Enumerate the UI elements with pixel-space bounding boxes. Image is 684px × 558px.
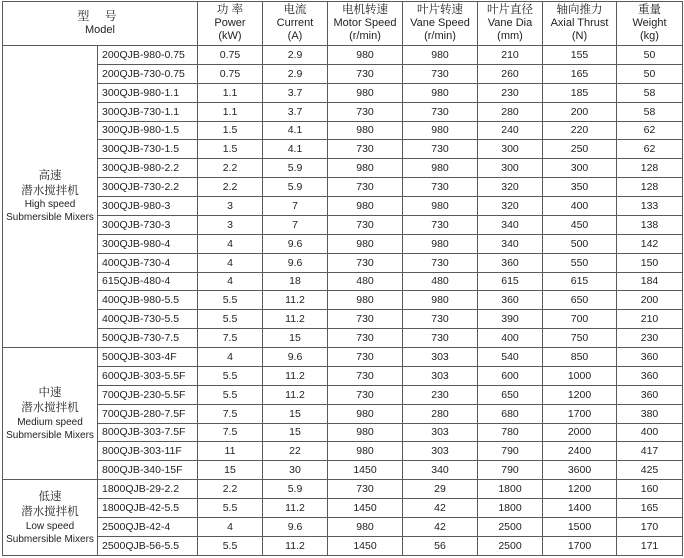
cell-axial-thrust: 185 bbox=[543, 83, 617, 102]
header-power bbox=[198, 2, 263, 46]
cell-axial-thrust: 1500 bbox=[543, 517, 617, 536]
cell-vane-speed: 730 bbox=[403, 310, 478, 329]
header-vane-speed-unit: (r/min) bbox=[424, 30, 456, 43]
header-motor-speed-zh: 电机转速 bbox=[342, 4, 388, 17]
header-power-unit: (kW) bbox=[218, 30, 242, 43]
cell-power: 4 bbox=[198, 348, 263, 367]
cell-model: 1800QJB-29-2.2 bbox=[98, 480, 198, 499]
cell-motor-speed: 980 bbox=[328, 83, 403, 102]
cell-vane-speed: 980 bbox=[403, 197, 478, 216]
cell-model: 300QJB-730-3 bbox=[98, 215, 198, 234]
cell-power: 5.5 bbox=[198, 366, 263, 385]
cell-vane-dia: 230 bbox=[478, 83, 543, 102]
cell-weight: 142 bbox=[617, 234, 683, 253]
cell-motor-speed: 730 bbox=[328, 215, 403, 234]
cell-axial-thrust: 200 bbox=[543, 102, 617, 121]
cell-current: 11.2 bbox=[263, 366, 328, 385]
cell-vane-dia: 340 bbox=[478, 215, 543, 234]
cell-vane-speed: 980 bbox=[403, 46, 478, 65]
cell-vane-speed: 730 bbox=[403, 140, 478, 159]
cell-current: 15 bbox=[263, 404, 328, 423]
cell-power: 4 bbox=[198, 253, 263, 272]
cell-axial-thrust: 700 bbox=[543, 310, 617, 329]
cell-axial-thrust: 1000 bbox=[543, 366, 617, 385]
cell-vane-speed: 730 bbox=[403, 329, 478, 348]
cell-weight: 230 bbox=[617, 329, 683, 348]
group-label-zh-1: 低速 bbox=[38, 490, 62, 503]
cell-vane-speed: 730 bbox=[403, 178, 478, 197]
cell-vane-speed: 42 bbox=[403, 499, 478, 518]
cell-power: 1.1 bbox=[198, 102, 263, 121]
table-row bbox=[3, 83, 683, 102]
cell-power: 7.5 bbox=[198, 423, 263, 442]
cell-power: 4 bbox=[198, 272, 263, 291]
table-row bbox=[3, 121, 683, 140]
cell-motor-speed: 730 bbox=[328, 310, 403, 329]
table-header bbox=[3, 2, 683, 46]
cell-vane-speed: 56 bbox=[403, 536, 478, 555]
cell-motor-speed: 1450 bbox=[328, 499, 403, 518]
cell-power: 5.5 bbox=[198, 536, 263, 555]
cell-vane-dia: 360 bbox=[478, 291, 543, 310]
cell-current: 5.9 bbox=[263, 159, 328, 178]
cell-motor-speed: 980 bbox=[328, 291, 403, 310]
cell-model: 400QJB-730-5.5 bbox=[98, 310, 198, 329]
cell-weight: 62 bbox=[617, 140, 683, 159]
cell-vane-speed: 980 bbox=[403, 121, 478, 140]
cell-motor-speed: 480 bbox=[328, 272, 403, 291]
cell-vane-speed: 42 bbox=[403, 517, 478, 536]
cell-weight: 380 bbox=[617, 404, 683, 423]
table-row bbox=[3, 461, 683, 480]
header-weight-unit: (kg) bbox=[640, 30, 659, 43]
cell-axial-thrust: 350 bbox=[543, 178, 617, 197]
cell-motor-speed: 730 bbox=[328, 366, 403, 385]
cell-current: 3.7 bbox=[263, 102, 328, 121]
cell-motor-speed: 980 bbox=[328, 234, 403, 253]
cell-power: 5.5 bbox=[198, 310, 263, 329]
cell-current: 22 bbox=[263, 442, 328, 461]
table-row bbox=[3, 404, 683, 423]
header-model bbox=[3, 2, 198, 46]
cell-motor-speed: 980 bbox=[328, 442, 403, 461]
group-label-zh-2: 潜水搅拌机 bbox=[21, 505, 79, 518]
table-row bbox=[3, 159, 683, 178]
cell-current: 11.2 bbox=[263, 536, 328, 555]
cell-axial-thrust: 220 bbox=[543, 121, 617, 140]
cell-axial-thrust: 1200 bbox=[543, 480, 617, 499]
cell-vane-speed: 980 bbox=[403, 159, 478, 178]
cell-model: 200QJB-980-0.75 bbox=[98, 46, 198, 65]
cell-weight: 184 bbox=[617, 272, 683, 291]
cell-weight: 200 bbox=[617, 291, 683, 310]
cell-vane-dia: 360 bbox=[478, 253, 543, 272]
cell-vane-dia: 790 bbox=[478, 442, 543, 461]
cell-current: 11.2 bbox=[263, 310, 328, 329]
table-row bbox=[3, 234, 683, 253]
cell-current: 11.2 bbox=[263, 291, 328, 310]
cell-motor-speed: 730 bbox=[328, 140, 403, 159]
cell-axial-thrust: 550 bbox=[543, 253, 617, 272]
cell-vane-speed: 980 bbox=[403, 291, 478, 310]
cell-current: 2.9 bbox=[263, 46, 328, 65]
cell-vane-speed: 730 bbox=[403, 253, 478, 272]
header-vane-speed bbox=[403, 2, 478, 46]
cell-weight: 165 bbox=[617, 499, 683, 518]
cell-power: 15 bbox=[198, 461, 263, 480]
cell-motor-speed: 730 bbox=[328, 480, 403, 499]
cell-vane-dia: 210 bbox=[478, 46, 543, 65]
cell-vane-speed: 230 bbox=[403, 385, 478, 404]
cell-weight: 50 bbox=[617, 46, 683, 65]
cell-weight: 171 bbox=[617, 536, 683, 555]
cell-motor-speed: 730 bbox=[328, 329, 403, 348]
table-row bbox=[3, 517, 683, 536]
group-label-en-1: High speed bbox=[24, 199, 76, 211]
cell-power: 1.1 bbox=[198, 83, 263, 102]
cell-model: 800QJB-303-11F bbox=[98, 442, 198, 461]
cell-power: 5.5 bbox=[198, 499, 263, 518]
header-current-en: Current bbox=[276, 17, 314, 30]
cell-axial-thrust: 750 bbox=[543, 329, 617, 348]
header-vane-speed-zh: 叶片转速 bbox=[417, 4, 463, 17]
cell-weight: 128 bbox=[617, 178, 683, 197]
cell-vane-dia: 340 bbox=[478, 234, 543, 253]
cell-weight: 360 bbox=[617, 385, 683, 404]
cell-power: 1.5 bbox=[198, 121, 263, 140]
cell-axial-thrust: 400 bbox=[543, 197, 617, 216]
cell-vane-dia: 680 bbox=[478, 404, 543, 423]
cell-axial-thrust: 165 bbox=[543, 64, 617, 83]
cell-model: 300QJB-730-1.5 bbox=[98, 140, 198, 159]
group-label-en-2: Submersible Mixers bbox=[6, 429, 94, 441]
cell-current: 9.6 bbox=[263, 253, 328, 272]
group-label-medium-speed bbox=[3, 348, 98, 480]
header-model-zh: 型 号 bbox=[77, 9, 123, 24]
cell-weight: 58 bbox=[617, 83, 683, 102]
table-row bbox=[3, 64, 683, 83]
cell-vane-dia: 240 bbox=[478, 121, 543, 140]
table-row bbox=[3, 272, 683, 291]
cell-motor-speed: 730 bbox=[328, 348, 403, 367]
table-row bbox=[3, 366, 683, 385]
cell-model: 2500QJB-56-5.5 bbox=[98, 536, 198, 555]
cell-current: 11.2 bbox=[263, 385, 328, 404]
header-vane-speed-en: Vane Speed bbox=[410, 17, 470, 30]
cell-current: 11.2 bbox=[263, 499, 328, 518]
cell-motor-speed: 730 bbox=[328, 102, 403, 121]
group-label-en-1: Medium speed bbox=[17, 416, 83, 428]
cell-model: 800QJB-340-15F bbox=[98, 461, 198, 480]
cell-power: 3 bbox=[198, 197, 263, 216]
cell-axial-thrust: 300 bbox=[543, 159, 617, 178]
cell-axial-thrust: 850 bbox=[543, 348, 617, 367]
cell-axial-thrust: 1700 bbox=[543, 404, 617, 423]
cell-model: 700QJB-230-5.5F bbox=[98, 385, 198, 404]
cell-axial-thrust: 2400 bbox=[543, 442, 617, 461]
table-row bbox=[3, 215, 683, 234]
table-row bbox=[3, 385, 683, 404]
cell-weight: 150 bbox=[617, 253, 683, 272]
cell-model: 300QJB-980-1.5 bbox=[98, 121, 198, 140]
cell-axial-thrust: 1200 bbox=[543, 385, 617, 404]
cell-vane-dia: 1800 bbox=[478, 499, 543, 518]
cell-vane-speed: 303 bbox=[403, 423, 478, 442]
cell-weight: 50 bbox=[617, 64, 683, 83]
header-axial-thrust-zh: 轴向推力 bbox=[556, 4, 603, 17]
cell-motor-speed: 980 bbox=[328, 197, 403, 216]
group-label-en-2: Submersible Mixers bbox=[6, 212, 94, 224]
cell-axial-thrust: 250 bbox=[543, 140, 617, 159]
cell-power: 4 bbox=[198, 234, 263, 253]
cell-model: 500QJB-303-4F bbox=[98, 348, 198, 367]
cell-current: 4.1 bbox=[263, 121, 328, 140]
cell-model: 700QJB-280-7.5F bbox=[98, 404, 198, 423]
group-label-zh-1: 中速 bbox=[38, 386, 62, 399]
cell-current: 5.9 bbox=[263, 480, 328, 499]
cell-motor-speed: 980 bbox=[328, 423, 403, 442]
table-row bbox=[3, 442, 683, 461]
cell-weight: 58 bbox=[617, 102, 683, 121]
cell-motor-speed: 730 bbox=[328, 385, 403, 404]
table-row bbox=[3, 423, 683, 442]
header-axial-thrust-unit: (N) bbox=[571, 30, 588, 43]
cell-model: 200QJB-730-0.75 bbox=[98, 64, 198, 83]
cell-current: 9.6 bbox=[263, 234, 328, 253]
cell-power: 5.5 bbox=[198, 385, 263, 404]
cell-vane-speed: 730 bbox=[403, 215, 478, 234]
header-power-en: Power bbox=[214, 17, 246, 30]
table-row bbox=[3, 499, 683, 518]
table-row bbox=[3, 291, 683, 310]
group-label-en-1: Low speed bbox=[25, 520, 75, 532]
header-weight bbox=[617, 2, 683, 46]
cell-vane-speed: 29 bbox=[403, 480, 478, 499]
cell-axial-thrust: 155 bbox=[543, 46, 617, 65]
cell-model: 400QJB-980-5.5 bbox=[98, 291, 198, 310]
header-current bbox=[263, 2, 328, 46]
cell-model: 615QJB-480-4 bbox=[98, 272, 198, 291]
cell-vane-speed: 303 bbox=[403, 366, 478, 385]
cell-vane-dia: 790 bbox=[478, 461, 543, 480]
cell-axial-thrust: 650 bbox=[543, 291, 617, 310]
cell-weight: 360 bbox=[617, 348, 683, 367]
cell-vane-dia: 2500 bbox=[478, 517, 543, 536]
cell-vane-dia: 320 bbox=[478, 178, 543, 197]
cell-power: 5.5 bbox=[198, 291, 263, 310]
cell-model: 400QJB-730-4 bbox=[98, 253, 198, 272]
cell-motor-speed: 980 bbox=[328, 517, 403, 536]
header-current-unit: (A) bbox=[287, 30, 303, 43]
cell-vane-dia: 600 bbox=[478, 366, 543, 385]
cell-vane-speed: 340 bbox=[403, 461, 478, 480]
header-motor-speed bbox=[328, 2, 403, 46]
cell-model: 300QJB-730-2.2 bbox=[98, 178, 198, 197]
cell-current: 15 bbox=[263, 423, 328, 442]
group-label-high-speed bbox=[3, 46, 98, 348]
header-motor-speed-unit: (r/min) bbox=[349, 30, 381, 43]
cell-vane-dia: 300 bbox=[478, 159, 543, 178]
cell-power: 0.75 bbox=[198, 64, 263, 83]
cell-axial-thrust: 1700 bbox=[543, 536, 617, 555]
cell-vane-dia: 260 bbox=[478, 64, 543, 83]
header-vane-dia-unit: (mm) bbox=[497, 30, 523, 43]
cell-motor-speed: 980 bbox=[328, 159, 403, 178]
cell-weight: 400 bbox=[617, 423, 683, 442]
cell-current: 2.9 bbox=[263, 64, 328, 83]
cell-axial-thrust: 2000 bbox=[543, 423, 617, 442]
cell-model: 300QJB-980-1.1 bbox=[98, 83, 198, 102]
cell-current: 30 bbox=[263, 461, 328, 480]
cell-vane-speed: 480 bbox=[403, 272, 478, 291]
table-row bbox=[3, 178, 683, 197]
cell-vane-dia: 280 bbox=[478, 102, 543, 121]
cell-current: 9.6 bbox=[263, 517, 328, 536]
cell-model: 1800QJB-42-5.5 bbox=[98, 499, 198, 518]
cell-axial-thrust: 450 bbox=[543, 215, 617, 234]
cell-weight: 138 bbox=[617, 215, 683, 234]
cell-vane-speed: 730 bbox=[403, 102, 478, 121]
cell-vane-dia: 2500 bbox=[478, 536, 543, 555]
cell-power: 3 bbox=[198, 215, 263, 234]
cell-weight: 210 bbox=[617, 310, 683, 329]
header-weight-en: Weight bbox=[632, 17, 667, 30]
group-label-zh-1: 高速 bbox=[38, 169, 62, 182]
cell-vane-dia: 320 bbox=[478, 197, 543, 216]
cell-weight: 160 bbox=[617, 480, 683, 499]
header-motor-speed-en: Motor Speed bbox=[333, 17, 397, 30]
table-row bbox=[3, 536, 683, 555]
cell-vane-speed: 980 bbox=[403, 83, 478, 102]
header-power-zh: 功 率 bbox=[216, 4, 244, 17]
header-model-en: Model bbox=[85, 24, 115, 37]
cell-vane-speed: 280 bbox=[403, 404, 478, 423]
cell-weight: 133 bbox=[617, 197, 683, 216]
cell-model: 300QJB-980-4 bbox=[98, 234, 198, 253]
cell-vane-speed: 980 bbox=[403, 234, 478, 253]
cell-current: 18 bbox=[263, 272, 328, 291]
cell-motor-speed: 980 bbox=[328, 121, 403, 140]
group-label-zh-2: 潜水搅拌机 bbox=[21, 401, 79, 414]
cell-weight: 425 bbox=[617, 461, 683, 480]
cell-model: 600QJB-303-5.5F bbox=[98, 366, 198, 385]
table-row bbox=[3, 253, 683, 272]
cell-axial-thrust: 615 bbox=[543, 272, 617, 291]
header-axial-thrust-en: Axial Thrust bbox=[550, 17, 609, 30]
header-vane-dia bbox=[478, 2, 543, 46]
group-label-en-2: Submersible Mixers bbox=[6, 533, 94, 545]
table-row bbox=[3, 310, 683, 329]
cell-motor-speed: 980 bbox=[328, 404, 403, 423]
cell-model: 300QJB-730-1.1 bbox=[98, 102, 198, 121]
cell-power: 1.5 bbox=[198, 140, 263, 159]
table-row bbox=[3, 348, 683, 367]
cell-model: 500QJB-730-7.5 bbox=[98, 329, 198, 348]
cell-model: 300QJB-980-3 bbox=[98, 197, 198, 216]
cell-current: 3.7 bbox=[263, 83, 328, 102]
cell-current: 4.1 bbox=[263, 140, 328, 159]
cell-model: 300QJB-980-2.2 bbox=[98, 159, 198, 178]
cell-current: 15 bbox=[263, 329, 328, 348]
cell-axial-thrust: 500 bbox=[543, 234, 617, 253]
cell-motor-speed: 980 bbox=[328, 46, 403, 65]
cell-vane-dia: 1800 bbox=[478, 480, 543, 499]
header-axial-thrust bbox=[543, 2, 617, 46]
cell-vane-speed: 730 bbox=[403, 64, 478, 83]
cell-power: 2.2 bbox=[198, 159, 263, 178]
table-row bbox=[3, 140, 683, 159]
cell-model: 800QJB-303-7.5F bbox=[98, 423, 198, 442]
cell-power: 2.2 bbox=[198, 178, 263, 197]
cell-motor-speed: 730 bbox=[328, 64, 403, 83]
cell-power: 4 bbox=[198, 517, 263, 536]
cell-model: 2500QJB-42-4 bbox=[98, 517, 198, 536]
table-row bbox=[3, 197, 683, 216]
table-body bbox=[3, 46, 683, 556]
cell-weight: 62 bbox=[617, 121, 683, 140]
cell-vane-speed: 303 bbox=[403, 442, 478, 461]
cell-vane-dia: 780 bbox=[478, 423, 543, 442]
cell-power: 7.5 bbox=[198, 404, 263, 423]
table-row bbox=[3, 480, 683, 499]
table-row bbox=[3, 46, 683, 65]
group-label-low-speed bbox=[3, 480, 98, 556]
cell-vane-dia: 390 bbox=[478, 310, 543, 329]
header-weight-zh: 重量 bbox=[638, 4, 661, 17]
cell-vane-dia: 615 bbox=[478, 272, 543, 291]
cell-vane-dia: 300 bbox=[478, 140, 543, 159]
cell-motor-speed: 730 bbox=[328, 178, 403, 197]
cell-current: 5.9 bbox=[263, 178, 328, 197]
cell-motor-speed: 730 bbox=[328, 253, 403, 272]
cell-vane-dia: 650 bbox=[478, 385, 543, 404]
cell-weight: 170 bbox=[617, 517, 683, 536]
cell-weight: 417 bbox=[617, 442, 683, 461]
header-vane-dia-en: Vane Dia bbox=[487, 17, 533, 30]
header-row bbox=[3, 2, 683, 46]
specs-table bbox=[2, 1, 683, 556]
header-current-zh: 电流 bbox=[283, 4, 307, 17]
cell-current: 7 bbox=[263, 215, 328, 234]
cell-axial-thrust: 1400 bbox=[543, 499, 617, 518]
cell-motor-speed: 1450 bbox=[328, 461, 403, 480]
cell-power: 2.2 bbox=[198, 480, 263, 499]
cell-weight: 128 bbox=[617, 159, 683, 178]
group-label-zh-2: 潜水搅拌机 bbox=[21, 184, 79, 197]
cell-weight: 360 bbox=[617, 366, 683, 385]
cell-current: 7 bbox=[263, 197, 328, 216]
cell-motor-speed: 1450 bbox=[328, 536, 403, 555]
cell-power: 0.75 bbox=[198, 46, 263, 65]
table-row bbox=[3, 329, 683, 348]
table-row bbox=[3, 102, 683, 121]
cell-vane-dia: 400 bbox=[478, 329, 543, 348]
header-vane-dia-zh: 叶片直径 bbox=[487, 4, 533, 17]
cell-vane-dia: 540 bbox=[478, 348, 543, 367]
cell-vane-speed: 303 bbox=[403, 348, 478, 367]
cell-current: 9.6 bbox=[263, 348, 328, 367]
cell-power: 7.5 bbox=[198, 329, 263, 348]
cell-power: 11 bbox=[198, 442, 263, 461]
cell-axial-thrust: 3600 bbox=[543, 461, 617, 480]
